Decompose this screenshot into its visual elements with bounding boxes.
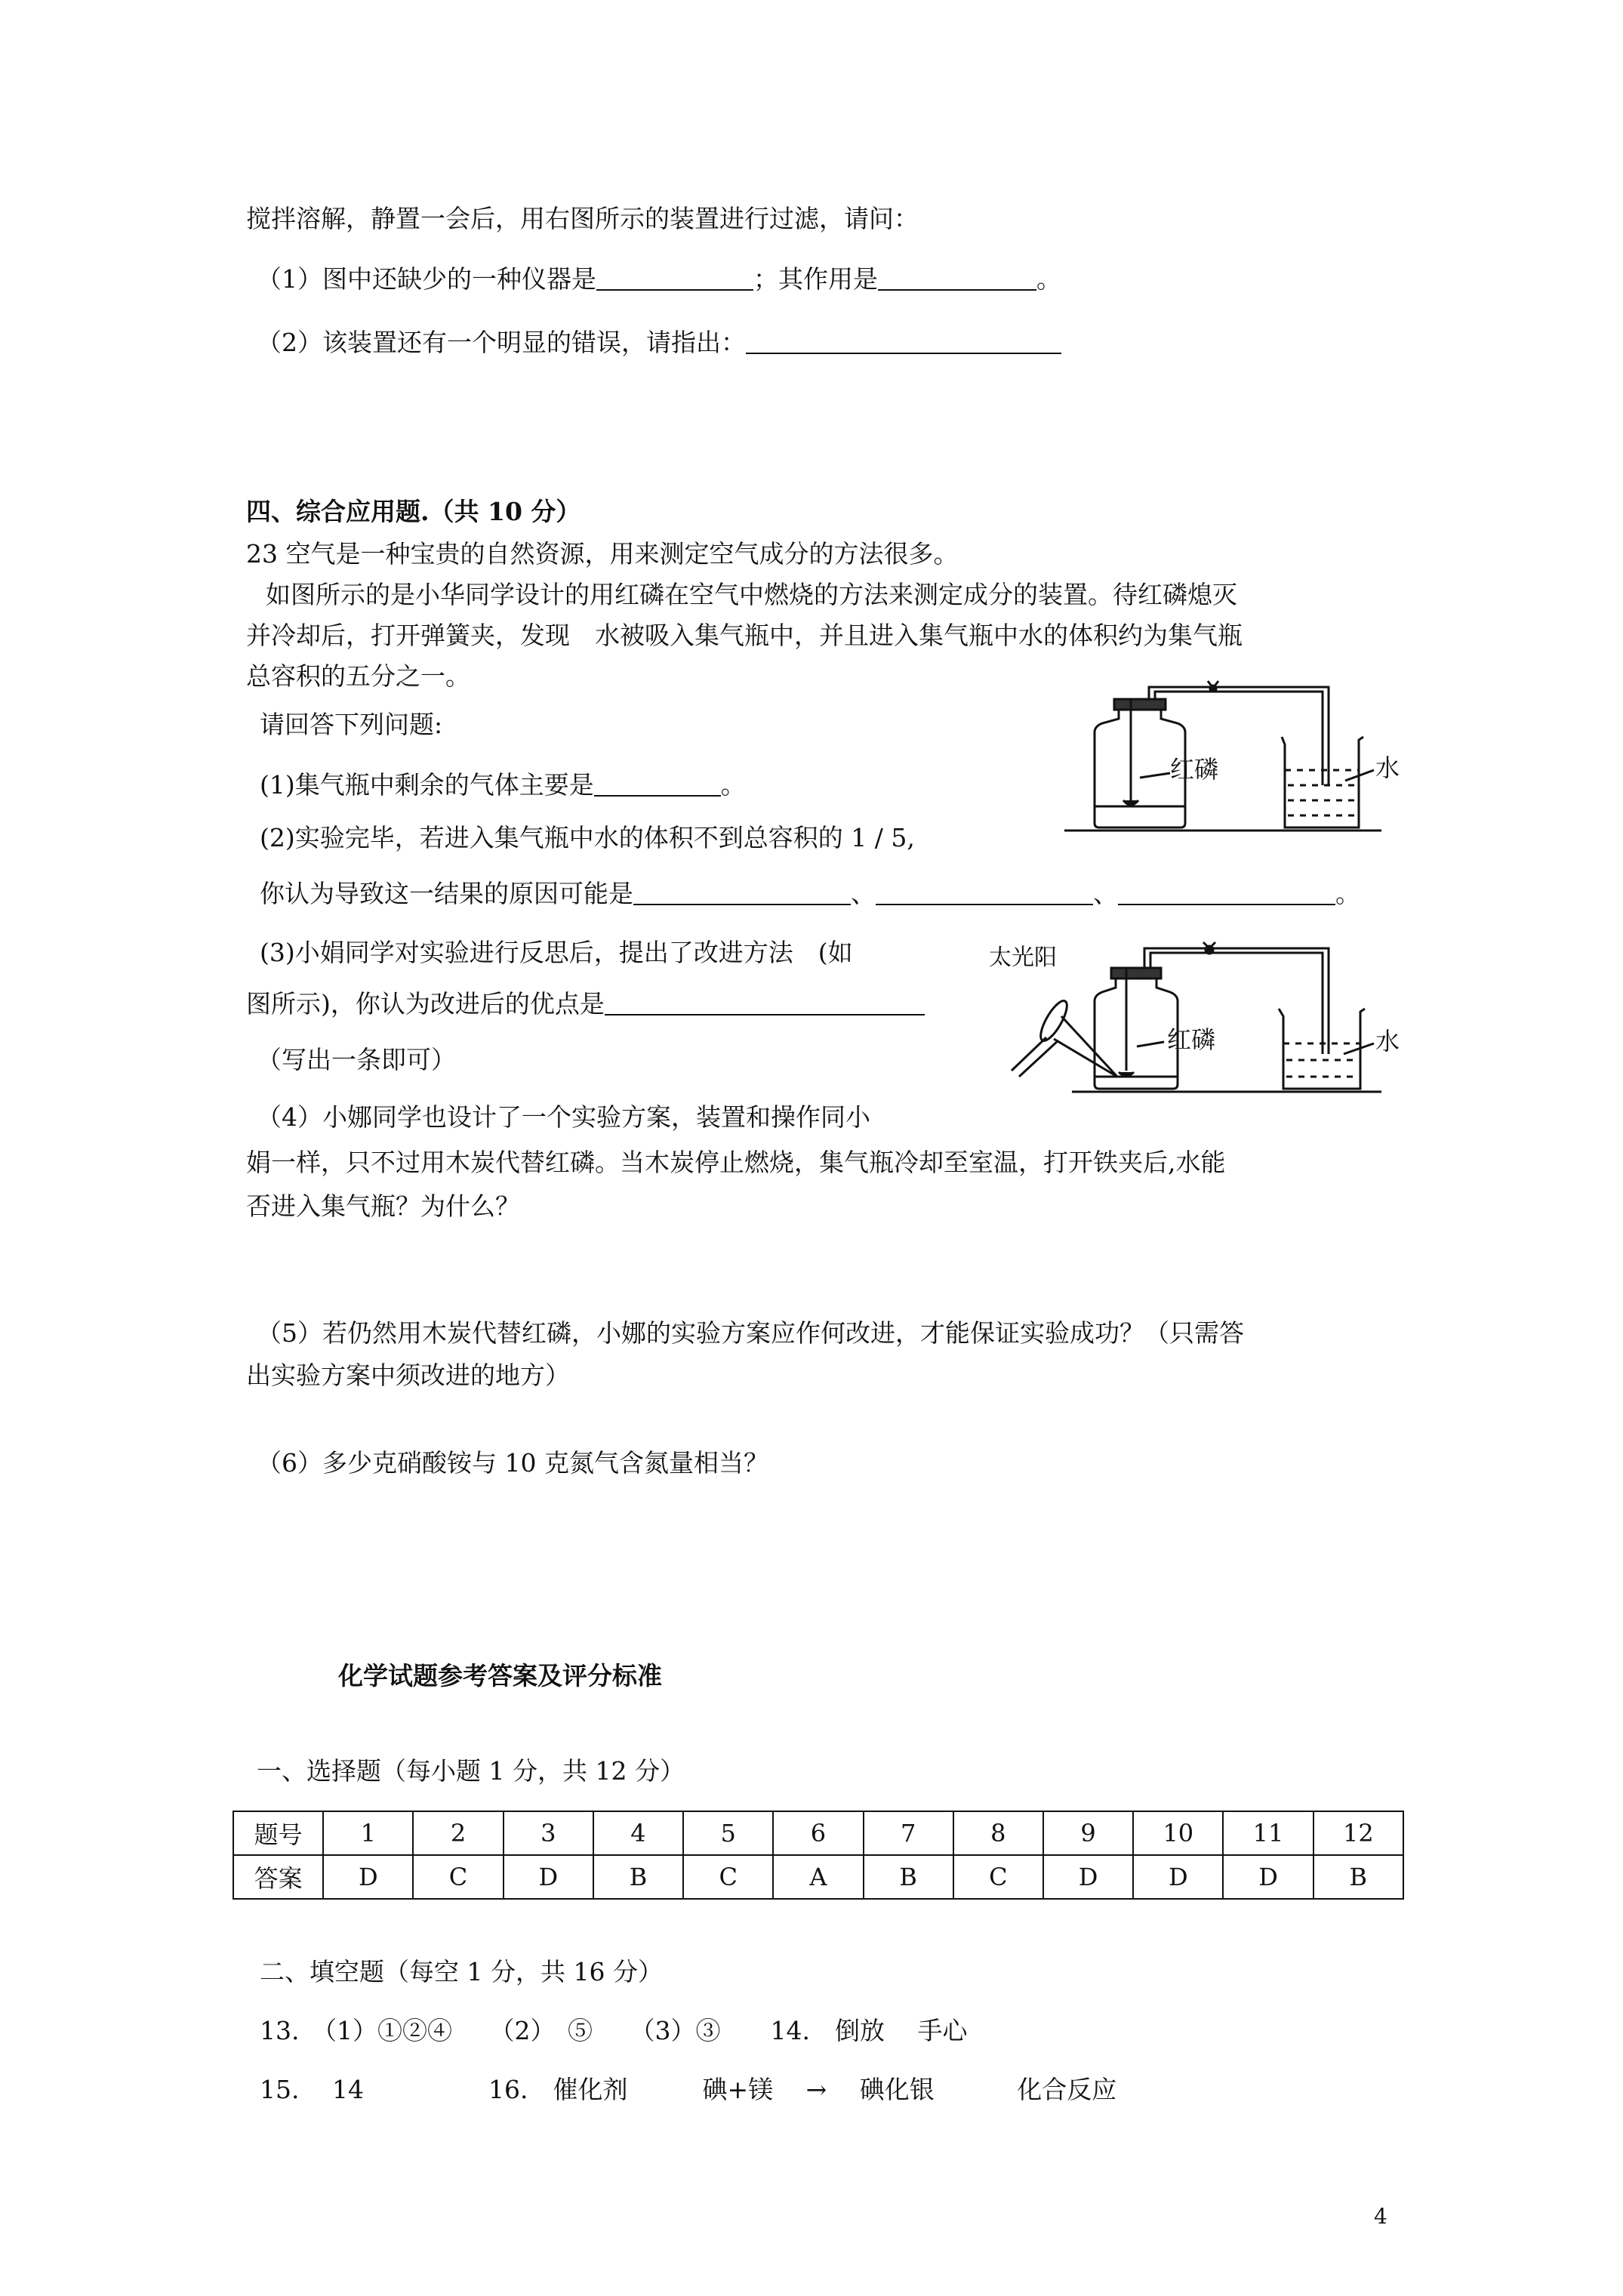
question-number-cell: 8 [953,1811,1043,1855]
table-row [233,1811,1403,1855]
advantage-text: 图所示)，你认为改进后的优点是 [246,989,605,1019]
answer-line-15-16: 15. 14 16. 催化剂 碘+镁 → 碘化银 化合反应 [260,2075,1117,2104]
question-1-text: （1）图中还缺少的一种仪器是 [257,264,596,294]
answer-cell: B [593,1855,683,1899]
sub-question-6: （6）多少克硝酸铵与 10 克氮气含氮量相当？ [257,1448,768,1478]
answer-cell: D [1133,1855,1223,1899]
answer-table [233,1811,1404,1900]
answer-blank[interactable] [605,991,925,1015]
description-line-3: 总容积的五分之一。 [246,661,470,691]
question-number-cell: 3 [504,1811,593,1855]
answers-section-1: 一、选择题（每小题 1 分，共 12 分） [257,1756,685,1786]
answers-section-2: 二、填空题（每空 1 分，共 16 分） [260,1957,663,1986]
question-1-mid: ；其作用是 [753,264,878,294]
page-number: 4 [1374,2204,1387,2229]
reasons-text: 你认为导致这一结果的原因可能是 [260,879,633,908]
prompt-text: 请回答下列问题: [260,710,443,739]
phosphorus-apparatus-figure [1064,680,1427,838]
answer-line-13-14: 13. （1）①②④ （2） ⑤ （3）③ 14. 倒放 手心 [260,2016,968,2045]
question-number-cell: 4 [593,1811,683,1855]
question-number-cell: 6 [773,1811,863,1855]
sub-question-3-c: （写出一条即可） [257,1045,456,1074]
question-1-end: 。 [1036,264,1061,294]
question-2-line [257,326,1061,359]
row-header: 答案 [233,1855,323,1899]
answer-cell: C [953,1855,1043,1899]
sub-question-4-b: 娟一样，只不过用木炭代替红磷。当木炭停止燃烧，集气瓶冷却至室温，打开铁夹后,水能 [246,1148,1226,1177]
description-line-2: 并冷却后，打开弹簧夹，发现 水被吸入集气瓶中，并且进入集气瓶中水的体积约为集气瓶 [246,621,1243,650]
answer-cell: D [1223,1855,1313,1899]
sub-question-1-text: (1)集气瓶中剩余的气体主要是 [260,770,594,800]
answer-cell: B [1313,1855,1403,1899]
row-header: 题号 [233,1811,323,1855]
answer-cell: C [683,1855,773,1899]
label-water: 水 [1375,1027,1400,1056]
sub-question-4-a: （4）小娜同学也设计了一个实验方案，装置和操作同小 [257,1102,870,1132]
answer-blank[interactable] [633,881,851,905]
label-sun: 太光阳 [989,945,1057,971]
answer-blank[interactable] [878,267,1036,291]
sub-question-4-c: 否进入集气瓶？为什么？ [246,1191,520,1221]
answer-cell: D [504,1855,593,1899]
question-2-text: （2）该装置还有一个明显的错误，请指出： [257,328,746,357]
question-number-cell: 9 [1043,1811,1133,1855]
answer-cell: D [323,1855,413,1899]
label-phosphorus: 红磷 [1170,755,1219,784]
question-number-cell: 5 [683,1811,773,1855]
sub-question-5-b: 出实验方案中须改进的地方） [246,1361,570,1390]
separator: 、 [851,879,876,908]
sub-question-3-b [246,988,925,1021]
sub-question-1-end: 。 [720,770,746,800]
question-number-cell: 7 [864,1811,953,1855]
question-number-cell: 12 [1313,1811,1403,1855]
question-1-line [257,263,1061,296]
answer-blank[interactable] [746,330,1061,354]
question-number-cell: 10 [1133,1811,1223,1855]
description-line-1: 如图所示的是小华同学设计的用红磷在空气中燃烧的方法来测定成分的装置。待红磷熄灭 [266,580,1237,609]
sub-question-2: (2)实验完毕，若进入集气瓶中水的体积不到总容积的 1 / 5, [260,823,915,852]
sub-question-1 [260,769,746,802]
question-number-cell: 1 [323,1811,413,1855]
label-water: 水 [1375,754,1400,782]
answer-blank[interactable] [1118,881,1335,905]
table-row [233,1855,1403,1899]
sub-question-5-a: （5）若仍然用木炭代替红磷，小娜的实验方案应作何改进，才能保证实验成功？（只需答 [257,1318,1244,1348]
section-4-title: 四、综合应用题.（共 10 分） [246,497,581,526]
sub-question-3-a: (3)小娟同学对实验进行反思后，提出了改进方法 (如 [260,938,853,967]
answers-title: 化学试题参考答案及评分标准 [338,1661,662,1690]
separator: 、 [1093,879,1118,908]
label-phosphorus: 红磷 [1167,1025,1216,1054]
answer-cell: C [413,1855,503,1899]
answer-cell: D [1043,1855,1133,1899]
filter-intro: 搅拌溶解，静置一会后，用右图所示的装置进行过滤，请问： [246,204,919,233]
sub-question-2-reasons [260,877,1360,911]
question-number-cell: 2 [413,1811,503,1855]
answer-blank[interactable] [876,881,1093,905]
answer-cell: B [864,1855,953,1899]
question-23: 23 空气是一种宝贵的自然资源，用来测定空气成分的方法很多。 [246,539,959,569]
answer-cell: A [773,1855,863,1899]
answer-blank[interactable] [596,267,753,291]
improved-apparatus-figure [989,933,1412,1114]
answer-blank[interactable] [594,772,721,797]
reasons-end: 。 [1335,879,1360,908]
question-number-cell: 11 [1223,1811,1313,1855]
